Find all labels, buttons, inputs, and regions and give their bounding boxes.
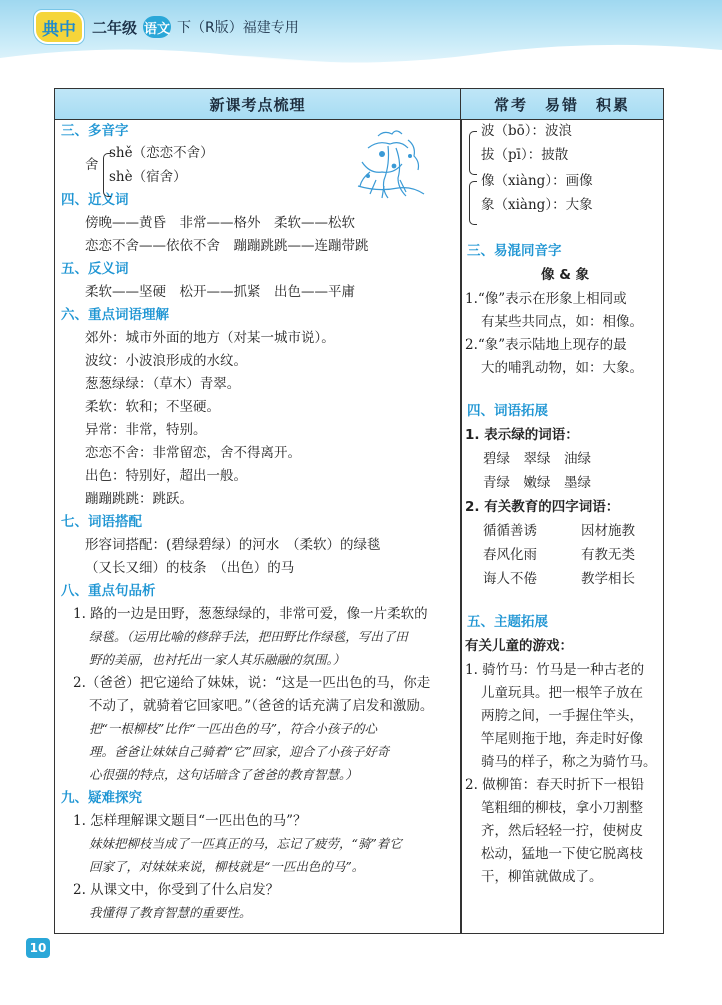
text-line: 我懂得了教育智慧的重要性。 — [89, 905, 252, 920]
section-heading: 八、重点句品析 — [61, 583, 156, 599]
text-line: 不动了，就骑着它回家吧。”（爸爸的话充满了启发和激励。 — [89, 698, 434, 714]
text-line: 恋恋不舍：非常留恋，舍不得离开。 — [85, 445, 301, 461]
text-line: 青绿 嫩绿 墨绿 — [483, 475, 591, 491]
text-line: 像 & 象 — [541, 267, 590, 283]
text-line: 竿尾则拖于地，奔走时好像 — [481, 731, 643, 747]
text-line: 妹妹把柳枝当成了一匹真正的马，忘记了疲劳，“骑”着它 — [89, 836, 402, 851]
text-line: 傍晚——黄昏 非常——格外 柔软——松软 — [85, 215, 355, 231]
text-line: 齐，然后轻轻一拧，使树皮 — [481, 823, 643, 839]
text-line: 教学相长 — [581, 571, 635, 587]
text-line: 蹦蹦跳跳：跳跃。 — [85, 491, 193, 507]
text-line: 形容词搭配：(碧绿碧绿）的河水 （柔软）的绿毯 — [85, 537, 381, 553]
text-line: 笔粗细的柳枝，拿小刀割整 — [481, 800, 643, 816]
section-heading: 三、多音字 — [61, 123, 129, 139]
text-line: 循循善诱 — [483, 523, 537, 539]
text-line: 野的美丽，也衬托出一家人其乐融融的氛围。） — [89, 652, 346, 667]
text-line: 2. 有关教育的四字词语： — [465, 499, 620, 515]
text-line: 2.“象”表示陆地上现存的最 — [465, 337, 627, 353]
text-line: 回家了，对妹妹来说，柳枝就是“一匹出色的马”。 — [89, 859, 365, 874]
text-line: 因材施教 — [581, 523, 635, 539]
right-column — [461, 89, 663, 933]
text-line: 出色：特别好，超出一般。 — [85, 468, 247, 484]
text-line: 1. 骑竹马：竹马是一种古老的 — [465, 662, 645, 678]
text-line: 把“一根柳枝”比作“一匹出色的马”，符合小孩子的心 — [89, 721, 378, 736]
section-heading: 九、疑难探究 — [61, 790, 142, 806]
section-heading: 六、重点词语理解 — [61, 307, 169, 323]
text-line: 2.（爸爸）把它递给了妹妹，说：“这是一匹出色的马，你走 — [73, 675, 431, 691]
brace-she — [103, 153, 111, 197]
text-line: 异常：非常，特别。 — [85, 422, 207, 438]
section-heading: 七、词语搭配 — [61, 514, 142, 530]
section-heading: 四、词语拓展 — [467, 403, 548, 419]
text-line: 绿毯。（运用比喻的修辞手法，把田野比作绿毯，写出了田 — [89, 629, 408, 644]
section-heading: 三、易混同音字 — [467, 243, 562, 259]
text-line: 波纹：小波浪形成的水纹。 — [85, 353, 247, 369]
text-line: 有关儿童的游戏： — [465, 638, 573, 654]
text-line: 像（xiàng）：画像 — [481, 173, 593, 189]
text-line: 柔软——坚硬 松开——抓紧 出色——平庸 — [85, 284, 355, 300]
text-line: 2. 从课文中，你受到了什么启发？ — [73, 882, 280, 898]
subject-badge: 语文 — [143, 16, 171, 38]
book-brand — [34, 12, 299, 42]
text-line: 儿童玩具。把一根竿子放在 — [481, 685, 643, 701]
text-line: 春风化雨 — [483, 547, 537, 563]
text-line: 1. 怎样理解课文题目“一匹出色的马”？ — [73, 813, 307, 829]
right-column-title: 常考 易错 积累 — [461, 89, 663, 120]
grade-label: 二年级 — [92, 18, 138, 37]
text-line: 松动，猛地一下使它脱离枝 — [481, 846, 643, 862]
text-line: 骑马的样子，称之为骑竹马。 — [481, 754, 657, 770]
page-number: 10 — [26, 938, 50, 958]
text-line: 舍 — [85, 157, 99, 173]
brace-xiang — [469, 181, 477, 225]
text-line: （又长又细）的枝条 （出色）的马 — [85, 560, 295, 576]
text-line: 诲人不倦 — [483, 571, 537, 587]
text-line: 恋恋不舍——依依不舍 蹦蹦跳跳——连蹦带跳 — [85, 238, 369, 254]
text-line: 有教无类 — [581, 547, 635, 563]
brand-logo: 典中 — [34, 10, 84, 44]
text-line: 1. 路的一边是田野，葱葱绿绿的，非常可爱，像一片柔软的 — [73, 606, 428, 622]
text-line: 有某些共同点，如：相像。 — [481, 314, 643, 330]
text-line: 理。爸爸让妹妹自己骑着“它”回家，迎合了小孩子好奇 — [89, 744, 390, 759]
left-column-title: 新课考点梳理 — [55, 89, 460, 120]
text-line: shě（恋恋不舍） — [109, 145, 214, 161]
text-line: 郊外：城市外面的地方（对某一城市说）。 — [85, 330, 335, 346]
text-line: 大的哺乳动物，如：大象。 — [481, 360, 643, 376]
section-heading: 四、近义词 — [61, 192, 129, 208]
text-line: shè（宿舍） — [109, 169, 187, 185]
text-line: 干，柳笛就做成了。 — [481, 869, 603, 885]
section-heading: 五、主题拓展 — [467, 614, 548, 630]
text-line: 碧绿 翠绿 油绿 — [483, 451, 591, 467]
text-line: 波（bō）：波浪 — [481, 123, 573, 139]
text-line: 心很强的特点，这句话暗含了爸爸的教育智慧。） — [89, 767, 358, 782]
text-line: 两胯之间，一手握住竿头， — [481, 708, 643, 724]
brace-bo-pi — [469, 131, 477, 175]
text-line: 象（xiàng）：大象 — [481, 197, 593, 213]
edition-label: 下（R版）福建专用 — [177, 20, 299, 36]
text-line: 柔软：软和；不坚硬。 — [85, 399, 220, 415]
text-line: 拔（pī）：披散 — [481, 147, 569, 163]
content-table — [54, 88, 664, 934]
text-line: 1. 表示绿的词语： — [465, 427, 579, 443]
wave-decoration — [0, 40, 722, 74]
text-line: 1.“像”表示在形象上相同或 — [465, 291, 627, 307]
willow-horse-illustration — [348, 126, 430, 204]
text-line: 2. 做柳笛：春天时折下一根铅 — [465, 777, 645, 793]
section-heading: 五、反义词 — [61, 261, 129, 277]
text-line: 葱葱绿绿：（草木）青翠。 — [85, 376, 241, 392]
left-column — [55, 89, 460, 933]
